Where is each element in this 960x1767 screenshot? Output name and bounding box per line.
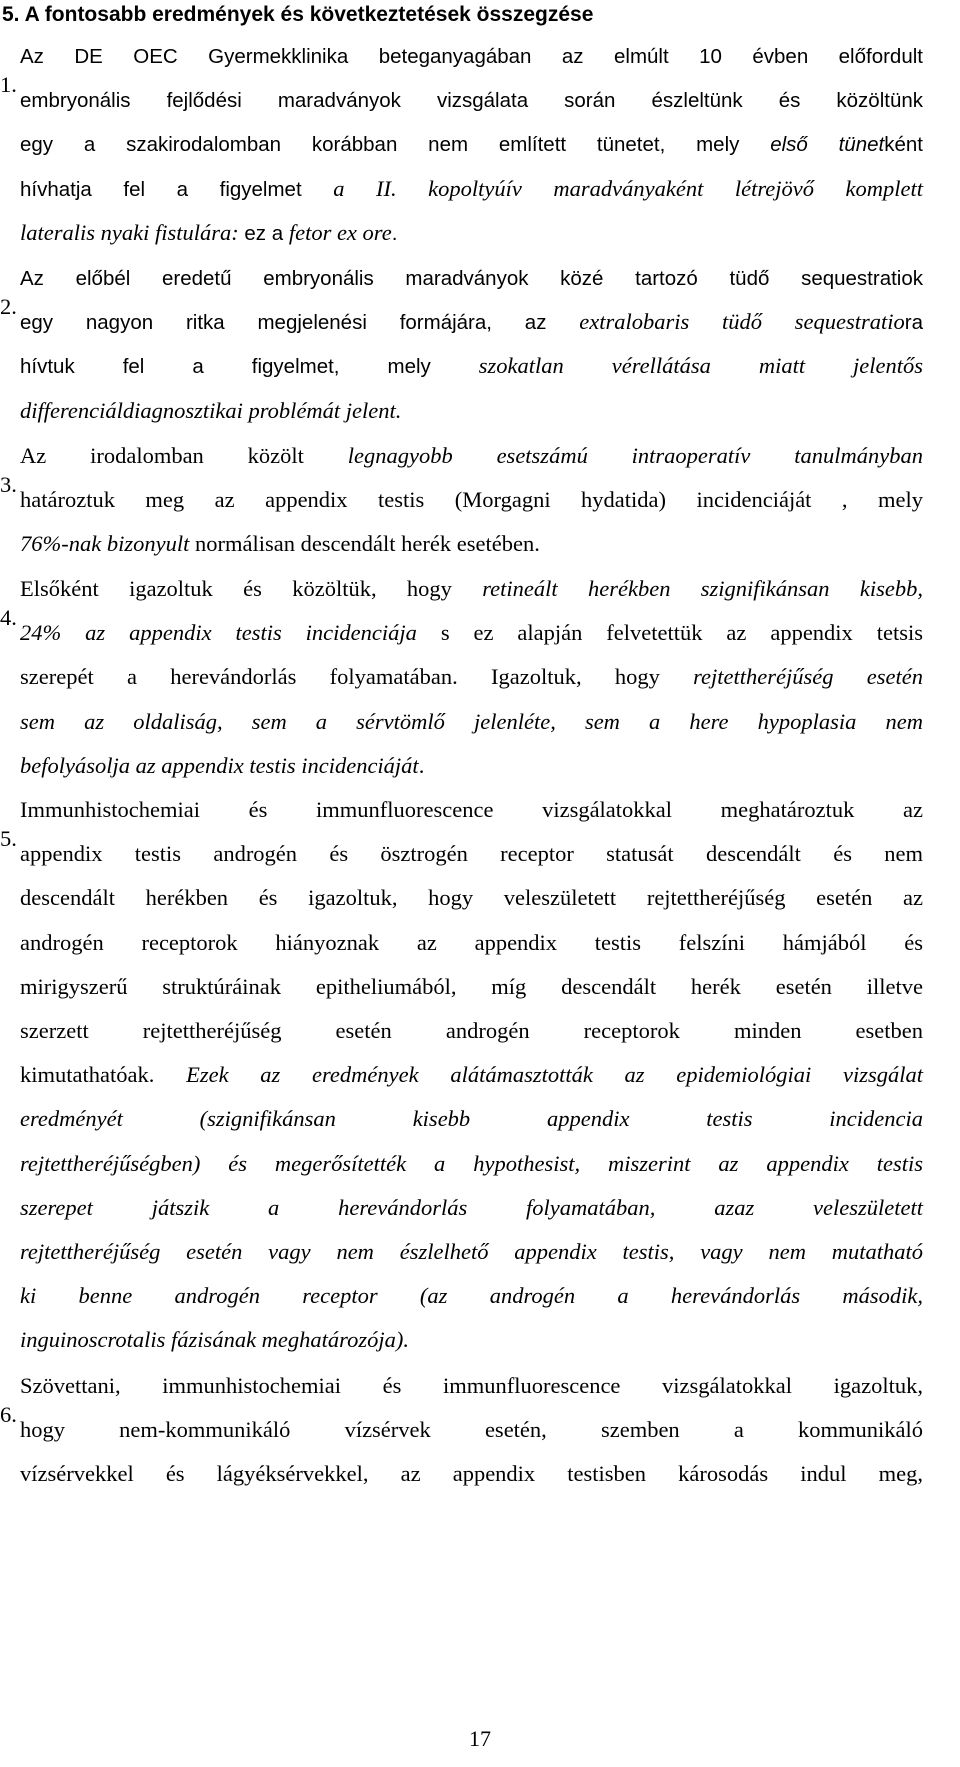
italic-text: eredményét (szignifikánsan kisebb appendix testis incidencia (20, 1106, 923, 1132)
text-run: Immunhistochemiai és immunfluorescence vizsgálatokkal meghatároztuk az (20, 797, 923, 822)
text-line (20, 1097, 923, 1141)
text-run: s ez alapján felvetettük az appendix tetsis (440, 620, 923, 646)
finding-item (0, 34, 923, 255)
text-line (20, 1408, 923, 1452)
text-line (20, 78, 923, 122)
text-run: hívtuk fel a figyelmet, mely (20, 355, 479, 379)
text-run: szerzett rejtettheréjűség esetén androgén receptorok minden esetben (20, 1017, 923, 1043)
italic-text: rejtettheréjűségben) és megerősítették a hypothesist, miszerint az appendix testis (20, 1150, 923, 1176)
text-line (0, 1364, 923, 1427)
italic-text: rejtettheréjűség esetén vagy nem észlelhető appendix testis, vagy nem mutatható (20, 1238, 923, 1264)
text-run: Az előbél eredetű embryonális maradványok közé tartozó tüdő sequestratiok (20, 267, 923, 290)
item-number: 6. (0, 1402, 17, 1427)
italic-text: inguinoscrotalis fázisának meghatározója). (20, 1327, 409, 1353)
item-number: 5. (0, 826, 17, 851)
section-heading: 5. A fontosabb eredmények és következtetések összegzése (2, 3, 594, 26)
text-line (20, 1274, 923, 1318)
italic-text: első tünet (770, 133, 885, 157)
item-number: 2. (0, 294, 17, 319)
text-run: ra (904, 311, 923, 335)
text-line (20, 1230, 923, 1274)
text-line (20, 1186, 923, 1230)
text-line (20, 1009, 923, 1053)
text-run: . (391, 221, 398, 245)
italic-text: Ezek az eredmények alátámasztották az epidemiológiai vizsgálat (186, 1062, 924, 1088)
item-number: 1. (0, 72, 17, 97)
italic-text: szokatlan vérellátása miatt jelentős (478, 353, 923, 379)
text-run: kimutathatóak. (20, 1062, 187, 1088)
italic-text: 24% az appendix testis incidenciája (20, 620, 441, 646)
finding-item (0, 567, 923, 788)
text-run: egy a szakirodalomban korábban nem említett tünetet, mely (20, 133, 771, 157)
italic-text: 76%-nak bizonyult (20, 531, 195, 557)
text-run: embryonális fejlődési maradványok vizsgálata során észleltünk és közöltünk (20, 89, 923, 113)
text-line (20, 389, 923, 433)
text-run: Szövettani, immunhistochemiai és immunfluorescence vizsgálatokkal igazoltuk, (20, 1373, 923, 1398)
text-line (20, 611, 923, 655)
text-line (20, 1142, 923, 1186)
text-line (20, 522, 923, 566)
text-line (20, 122, 923, 166)
text-line (20, 700, 923, 744)
text-line (20, 832, 923, 876)
text-run: szerepét a herevándorlás folyamatában. Igazoltuk, hogy (20, 664, 694, 690)
text-run: androgén receptorok hiányoznak az appendix testis felszíni hámjából és (20, 929, 923, 955)
text-run: hogy nem-kommunikáló vízsérvek esetén, szemben a kommunikáló (20, 1417, 923, 1443)
text-run: egy nagyon ritka megjelenési formájára, az (20, 311, 580, 335)
italic-text: sem az oldaliság, sem a sérvtömlő jelenléte, sem a here hypoplasia nem (20, 708, 923, 734)
italic-text: legnagyobb esetszámú intraoperatív tanulmányban (347, 443, 923, 468)
text-run: vízsérvekkel és lágyéksérvekkel, az appendix testisben károsodás indul meg, (20, 1461, 923, 1487)
italic-text: extralobaris tüdő sequestratio (579, 309, 905, 335)
italic-text: differenciáldiagnosztikai problémát jelent. (20, 397, 402, 423)
italic-text: retineált herékben szignifikánsan kisebb, (482, 576, 923, 601)
text-run: normálisan descendált herék esetében. (194, 531, 540, 557)
item-number: 3. (0, 472, 17, 497)
finding-item (0, 1364, 923, 1497)
text-run: descendált herékben és igazoltuk, hogy veleszületett rejtettheréjűség esetén az (20, 885, 923, 911)
italic-text: ki benne androgén receptor (az androgén a herevándorlás második, (20, 1283, 923, 1309)
text-run: . (418, 752, 425, 778)
text-line (0, 788, 923, 851)
text-line (20, 1452, 923, 1496)
finding-item (0, 788, 924, 1362)
text-run: Elsőként igazoltuk és közöltük, hogy (20, 576, 483, 601)
page-number: 17 (469, 1726, 491, 1751)
text-line (20, 1318, 923, 1362)
text-line (20, 478, 923, 522)
text-line (20, 876, 923, 920)
finding-item (0, 256, 923, 433)
italic-text: lateralis nyaki fistulára: (20, 219, 245, 245)
text-run: ként (884, 133, 923, 157)
text-line (0, 256, 923, 319)
text-line (0, 567, 923, 630)
text-line (0, 434, 923, 497)
finding-item (0, 434, 923, 567)
text-line (20, 744, 923, 788)
text-line (20, 344, 923, 388)
text-line (20, 921, 923, 965)
item-number: 4. (0, 605, 17, 630)
text-line (20, 211, 923, 255)
text-line (20, 965, 923, 1009)
text-run: ez a (244, 221, 289, 245)
text-line (20, 1053, 923, 1097)
italic-text: a II. kopoltyúív maradványaként létrejövő komplett (333, 175, 923, 201)
text-line (20, 655, 923, 699)
italic-text: befolyásolja az appendix testis incidenciáját (20, 752, 419, 778)
text-line (0, 34, 923, 97)
text-line (20, 167, 923, 211)
text-run: határoztuk meg az appendix testis (Morgagni hydatida) incidenciáját , mely (20, 487, 923, 513)
text-run: Az irodalomban közölt (20, 443, 348, 468)
text-line (20, 300, 923, 344)
italic-text: fetor ex ore (288, 219, 392, 245)
italic-text: szerepet játszik a herevándorlás folyamatában, azaz veleszületett (20, 1194, 923, 1220)
italic-text: rejtettheréjűség esetén (693, 664, 923, 690)
text-run: appendix testis androgén és ösztrogén receptor statusát descendált és nem (20, 841, 923, 867)
text-run: mirigyszerű struktúráinak epitheliumából, míg descendált herék esetén illetve (20, 973, 923, 999)
text-run: hívhatja fel a figyelmet (20, 177, 334, 201)
text-run: Az DE OEC Gyermekklinika beteganyagában az elmúlt 10 évben előfordult (20, 45, 923, 68)
